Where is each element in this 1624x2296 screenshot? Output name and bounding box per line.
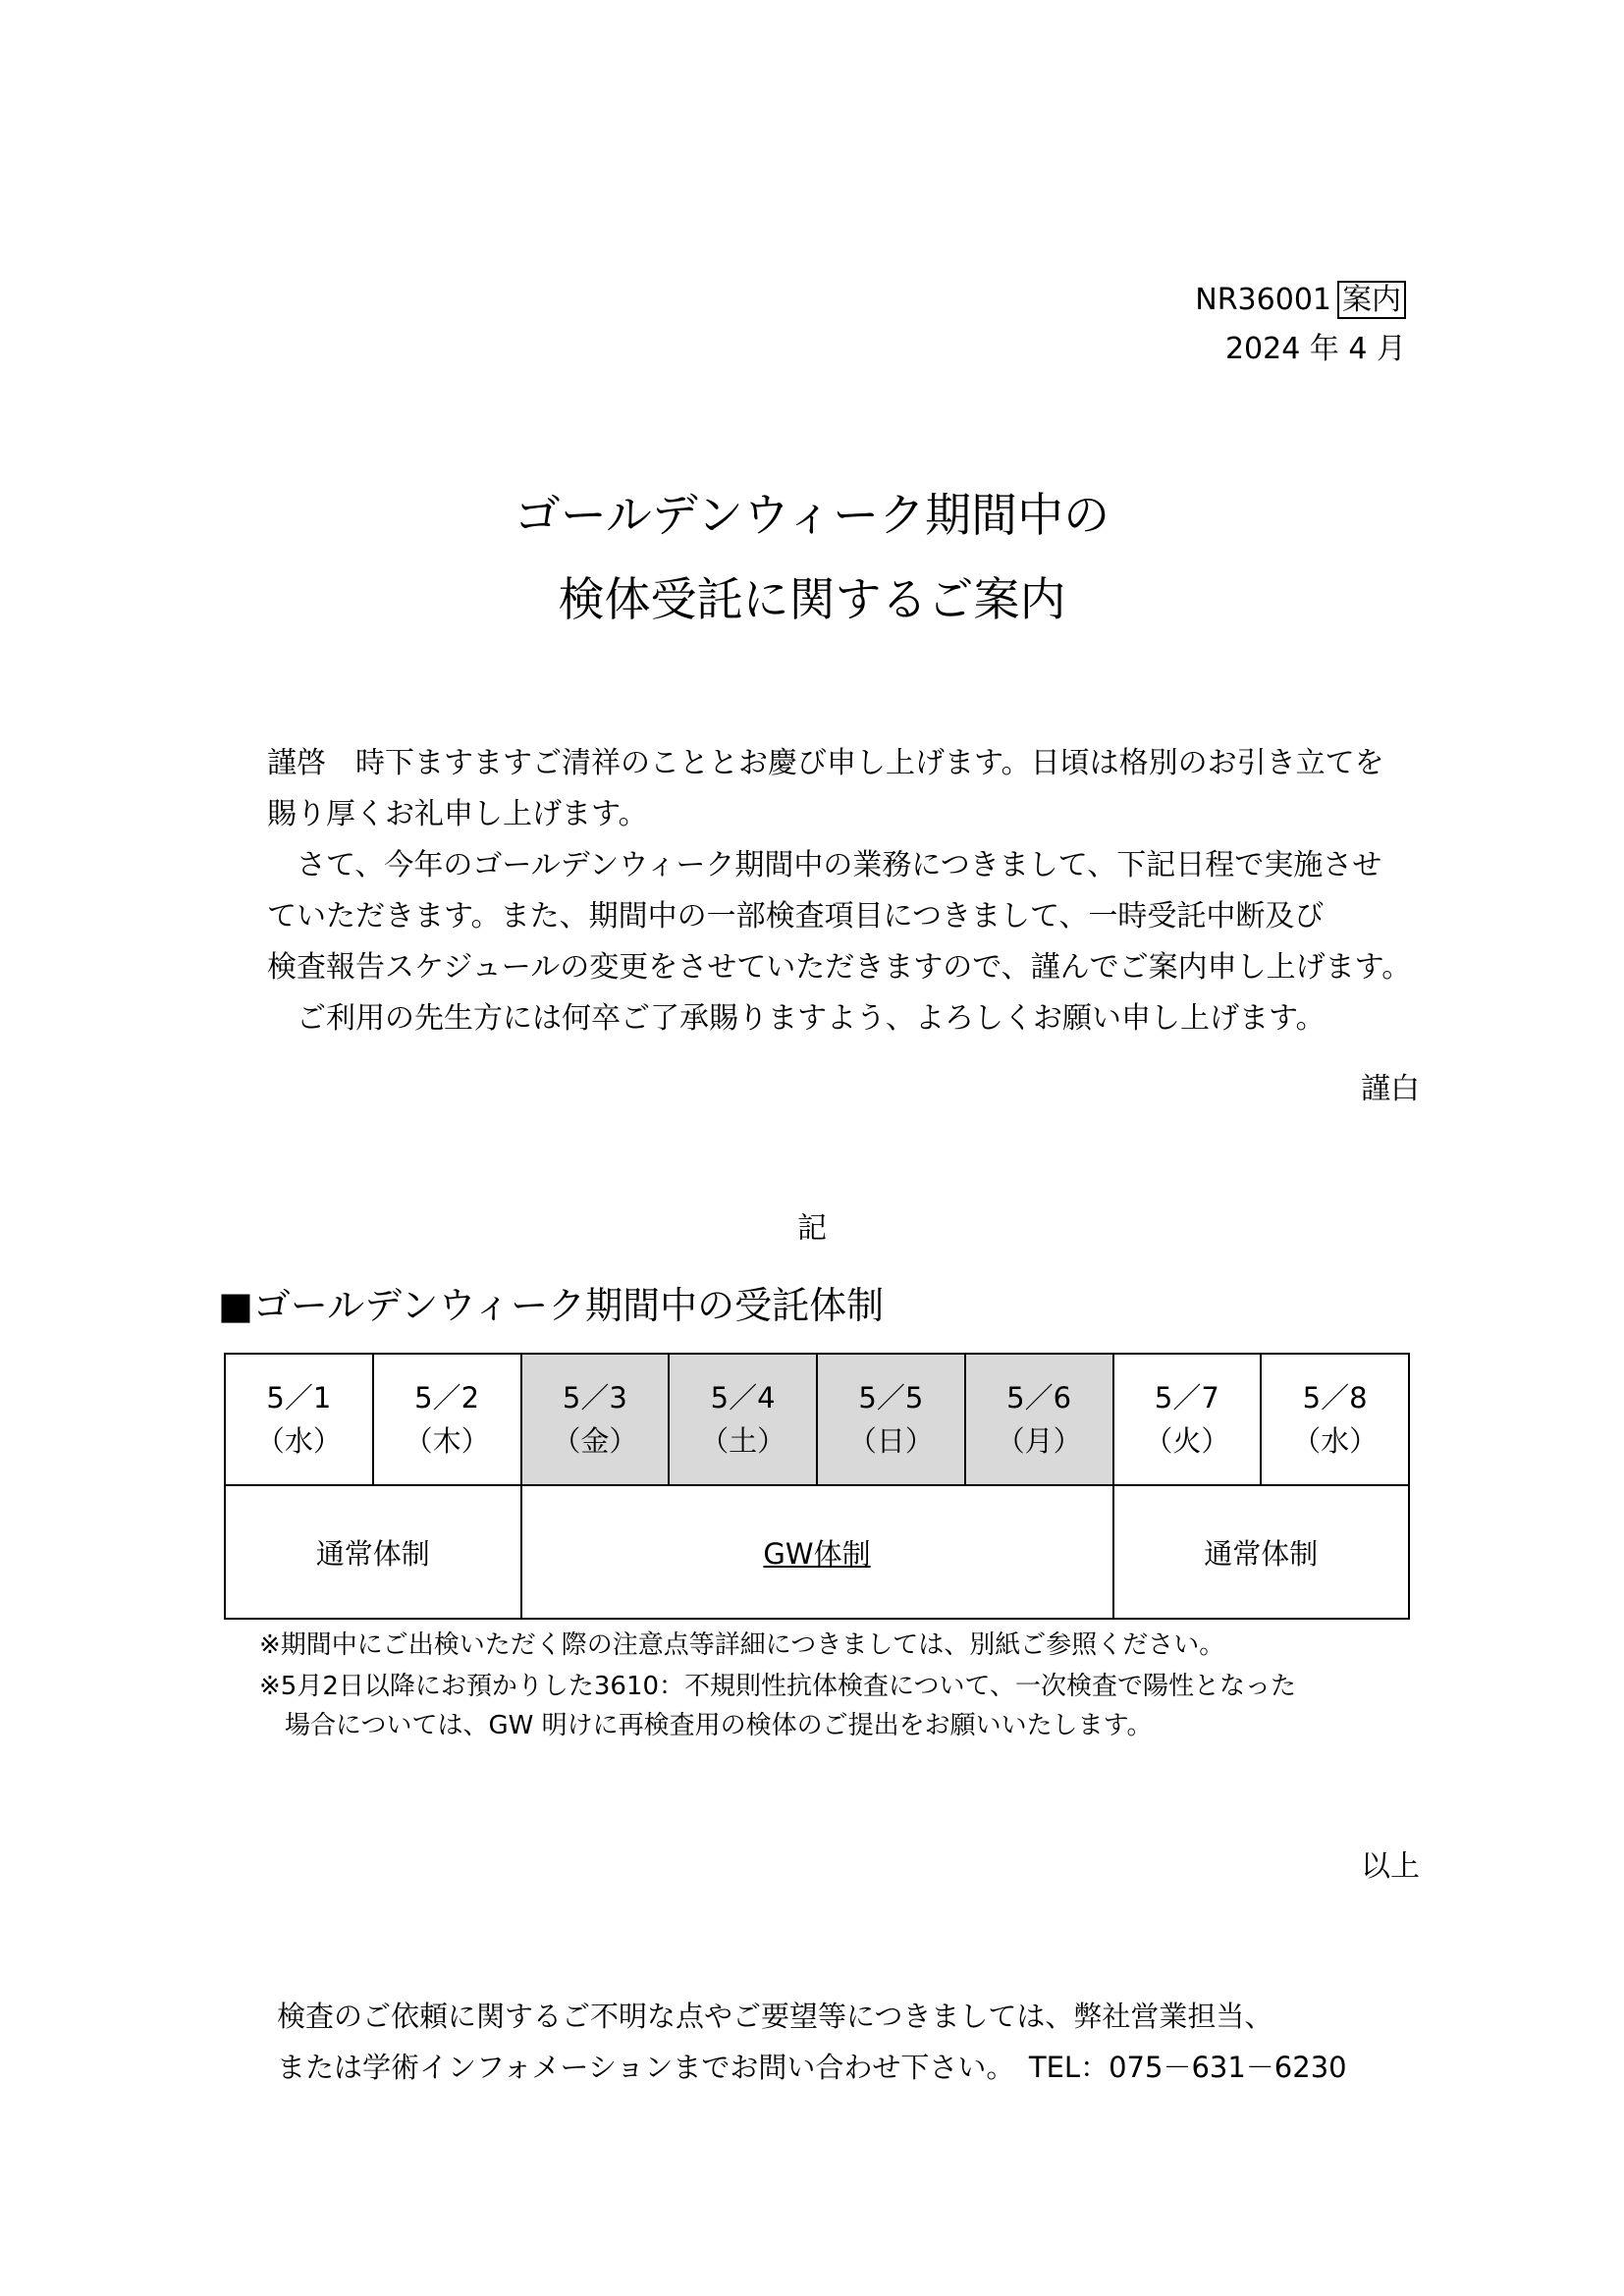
day-weekday: （日） [847,1424,934,1458]
day-date: 5／1 [266,1381,332,1415]
closing-kinpaku: 謹白 [1361,1072,1420,1106]
day-date: 5／2 [414,1381,480,1415]
day-weekday: （水） [255,1424,342,1458]
schedule-days-row [225,1354,1409,1485]
document-type-box: 案内 [1337,281,1406,319]
day-date: 5／7 [1154,1381,1219,1415]
note-1: ※期間中にご出検いただく際の注意点等詳細につきましては、別紙ご参照ください。 [259,1630,1225,1660]
day-weekday: （土） [700,1424,786,1458]
day-weekday: （木） [404,1424,490,1458]
day-date: 5／6 [1006,1381,1072,1415]
schedule-status-row [225,1485,1409,1619]
day-cell-holiday [521,1354,670,1485]
day-date: 5／3 [562,1381,627,1415]
day-cell-holiday [965,1354,1113,1485]
status-normal-before: 通常体制 [225,1485,521,1619]
day-cell [373,1354,521,1485]
day-weekday: （金） [552,1424,638,1458]
day-weekday: （火） [1144,1424,1230,1458]
ki-heading: 記 [797,1211,827,1246]
document-date: 2024 年 4 月 [1224,332,1406,366]
body-paragraph-3: さて、今年のゴールデンウィーク期間中の業務につきまして、下記日程で実施させ [267,848,1382,882]
day-cell-holiday [669,1354,817,1485]
title-line-2: 検体受託に関するご案内 [558,573,1066,627]
closing-ijou: 以上 [1361,1849,1420,1884]
day-date: 5／4 [710,1381,776,1415]
body-paragraph-5: 検査報告スケジュールの変更をさせていただきますので、謹んでご案内申し上げます。 [267,950,1412,985]
document-number-text: NR36001 [1195,283,1331,317]
body-paragraph-1: 謹啓 時下ますますご清祥のこととお慶び申し上げます。日頃は格別のお引き立てを [267,746,1384,780]
section-title: ■ゴールデンウィーク期間中の受託体制 [218,1284,885,1327]
note-3: 場合については、GW 明けに再検査用の検体のご提出をお願いいたします。 [259,1711,1153,1740]
day-date: 5／8 [1302,1381,1368,1415]
body-paragraph-6: ご利用の先生方には何卒ご了承賜りますよう、よろしくお願い申し上げます。 [267,1001,1326,1036]
contact-line-2: または学術インフォメーションまでお問い合わせ下さい。 TEL：075－631－6230 [277,2051,1347,2084]
day-cell [1113,1354,1262,1485]
day-cell [225,1354,373,1485]
contact-line-1: 検査のご依頼に関するご不明な点やご要望等につきましては、弊社営業担当、 [277,2000,1273,2033]
document-number [1195,281,1406,320]
note-2: ※5月2日以降にお預かりした3610：不規則性抗体検査について、一次検査で陽性となった [259,1672,1296,1701]
status-gw-label: GW体制 [763,1536,871,1571]
title-line-1: ゴールデンウィーク期間中の [514,489,1110,543]
day-weekday: （水） [1292,1424,1379,1458]
body-paragraph-2: 賜り厚くお礼申し上げます。 [267,797,648,831]
schedule-table [224,1353,1410,1620]
day-weekday: （月） [996,1424,1082,1458]
day-cell [1261,1354,1409,1485]
day-cell-holiday [817,1354,965,1485]
day-date: 5／5 [858,1381,924,1415]
body-paragraph-4: ていただきます。また、期間中の一部検査項目につきまして、一時受託中断及び [267,899,1325,934]
status-normal-after: 通常体制 [1113,1485,1410,1619]
status-gw [521,1485,1113,1619]
